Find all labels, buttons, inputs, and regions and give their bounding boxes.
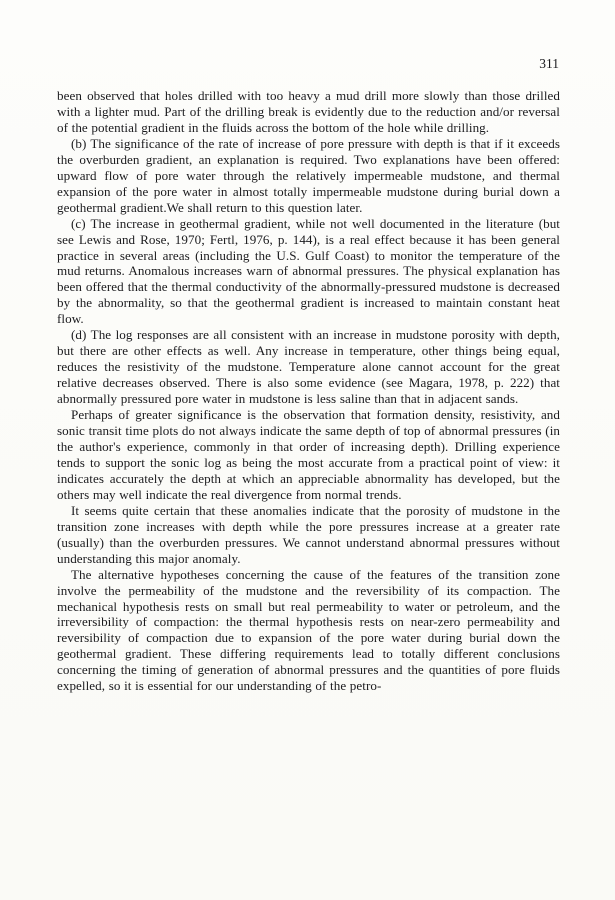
paragraph-continuation: been observed that holes drilled with too heavy a mud drill more slowly than those drilled with a lighter mud. Part of the drilling break is evidently due to the reduction and/or reversal of the potential gradient in the fluids across the bottom of the hole while drilling.: [57, 88, 560, 135]
page-number: 311: [539, 56, 559, 71]
paragraph-anomalies: It seems quite certain that these anomalies indicate that the porosity of mudstone in the transition zone increases with depth while the pore pressures increase at a greater rate (usually) than the overburden pressures. We cannot understand abnormal pressures without understanding this major anomaly.: [57, 502, 560, 566]
body-text: [57, 88, 560, 694]
paragraph-hypotheses: The alternative hypotheses concerning the cause of the features of the transition zone involve the permeability of the mudstone and the reversibility of its compaction. The mechanical hypothesis rests on small but real permeability to water or petroleum, and the irreversibility of compaction: the thermal hypothesis rests on near-zero permeability and reversibility of compaction due to expansion of the pore water during burial down the geothermal gradient. These differing requirements lead to totally different conclusions concerning the timing of generation of abnormal pressures and the quantities of pore fluids expelled, so it is essential for our understanding of the petro-: [57, 566, 560, 694]
paragraph-significance: Perhaps of greater significance is the observation that formation density, resistivity, and sonic transit time plots do not always indicate the same depth of top of abnormal pressures (in the author's experience, commonly in that order of increasing depth). Drilling experience tends to support the sonic log as being the most accurate from a practical point of view: it indicates accurately the depth at which an appreciable abnormality has developed, but the others may well indicate the real divergence from normal trends.: [57, 407, 560, 502]
paragraph-point-c: (c) The increase in geothermal gradient, while not well documented in the literature (but see Lewis and Rose, 1970; Fertl, 1976, p. 144), is a real effect because it has been general practice in several areas (including the U.S. Gulf Coast) to monitor the temperature of the mud returns. Anomalous increases warn of abnormal pressures. The physical explanation has been offered that the thermal conductivity of the abnormally-pressured mudstone is decreased by the abnormality, so that the geothermal gradient is increased to maintain constant heat flow.: [57, 215, 560, 327]
paragraph-point-d: (d) The log responses are all consistent with an increase in mudstone porosity with depth, but there are other effects as well. Any increase in temperature, other things being equal, reduces the resistivity of the mudstone. Temperature alone cannot account for the great relative decreases observed. There is also some evidence (see Magara, 1978, p. 222) that abnormally pressured pore water in mudstone is less saline than that in adjacent sands.: [57, 327, 560, 407]
paragraph-point-b: (b) The significance of the rate of increase of pore pressure with depth is that if it exceeds the overburden gradient, an explanation is required. Two explanations have been offered: upward flow of pore water through the relatively impermeable mudstone, and thermal expansion of the pore water in almost totally impermeable mudstone during burial down a geothermal gradient.We shall return to this question later.: [57, 135, 560, 215]
